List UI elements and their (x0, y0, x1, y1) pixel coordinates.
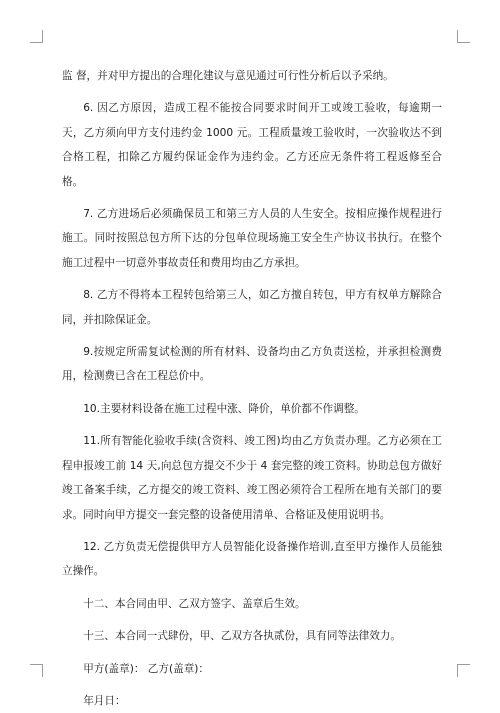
paragraph-clause-6: 6. 因乙方原因，造成工程不能按合同要求时间开工或竣工验收，每逾期一天，乙方须向甲方支付违约金 1000 元。工程质量竣工验收时，一次验收达不到合格工程，扣除乙方履约保证金作为违约金。乙方还应无条件将工程返修至合格。 (62, 102, 442, 188)
crop-mark-top-left (30, 30, 43, 43)
crop-mark-bottom-right (457, 664, 470, 677)
paragraph-clause-10: 10.主要材料设备在施工过程中涨、降价，单价都不作调整。 (83, 402, 365, 415)
date-line: 年月日： (83, 694, 126, 707)
crop-mark-top-right (457, 30, 470, 43)
paragraph-article-12: 十二、本合同由甲、乙双方签字、盖章后生效。 (83, 597, 306, 610)
paragraph-clause-9: 9.按规定所需复试检测的所有材料、设备均由乙方负责送检，并承担检测费用，检测费已含在工程总价中。 (62, 346, 442, 383)
paragraph-clause-8: 8. 乙方不得将本工程转包给第三人，如乙方擅自转包，甲方有权单方解除合同，并扣除保证金。 (62, 289, 442, 326)
paragraph-clause-7: 7. 乙方进场后必须确保员工和第三方人员的人生安全。按相应操作规程进行施工。同时按照总包方所下达的分包单位现场施工安全生产协议书执行。在整个施工过程中一切意外事故责任和费用均由乙方承担。 (62, 208, 442, 269)
paragraph-clause-11: 11.所有智能化验收手续(含资料、竣工图)均由乙方负责办理。乙方必须在工程申报竣工前 14 天,向总包方提交不少于 4 套完整的竣工资料。协助总包方做好竣工备案手续，乙方提交的竣工资料、竣工图必须符合工程所在地有关部门的要求。同时向甲方提交一套完整的设备使用清单、合格证及使用说明书。 (62, 435, 442, 521)
paragraph-clause-12: 12. 乙方负责无偿提供甲方人员智能化设备操作培训,直至甲方操作人员能独立操作。 (62, 540, 442, 578)
paragraph-article-13: 十三、本合同一式肆份，甲、乙双方各执贰份，具有同等法律效力。 (83, 630, 401, 643)
crop-mark-bottom-left (30, 664, 43, 677)
document-body (62, 64, 442, 713)
signature-line: 甲方(盖章)： 乙方(盖章)： (83, 662, 210, 675)
paragraph-supervision: 监 督，并对甲方提出的合理化建议与意见通过可行性分析后以予采纳。 (62, 70, 394, 82)
